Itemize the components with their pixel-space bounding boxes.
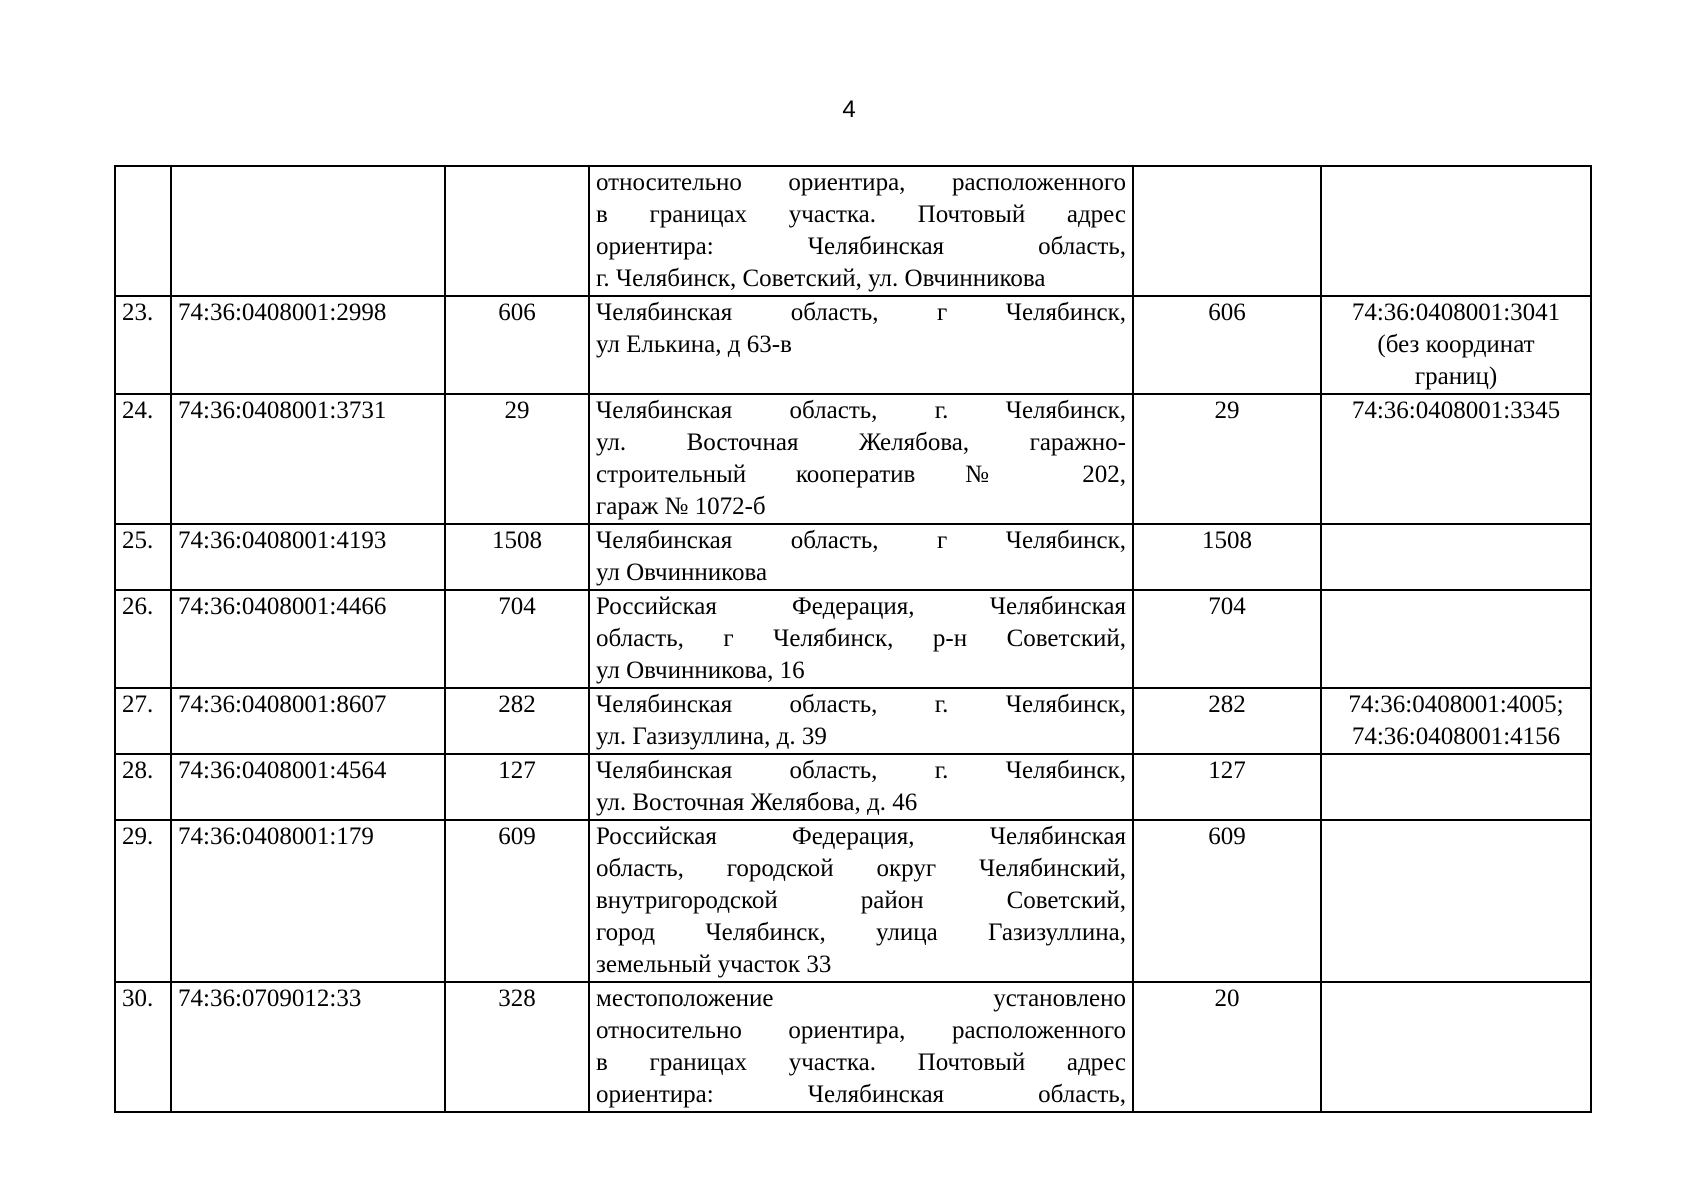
cadastral-number-cell: 74:36:0408001:179 [171, 820, 445, 982]
related-cadastral-line: 74:36:0408001:4156 [1351, 723, 1561, 750]
table-body [115, 166, 1591, 1112]
address-line: строительный кооператив № 202, [596, 461, 1126, 488]
row-number-cell: 24. [115, 394, 171, 524]
area-2-cell: 609 [1133, 820, 1321, 982]
row-number-cell: 27. [115, 688, 171, 754]
cadastral-number-cell: 74:36:0408001:4466 [171, 590, 445, 688]
row-number-cell: 23. [115, 296, 171, 394]
address-line: ориентира: Челябинская область, [596, 233, 1126, 260]
area-cell [445, 166, 589, 296]
address-line: относительно ориентира, расположенного [596, 1017, 1126, 1044]
address-line: Челябинская область, г. Челябинск, [596, 691, 1126, 718]
address-line: область, г Челябинск, р-н Советский, [596, 625, 1126, 652]
related-cadastral-line: (без координат [1377, 331, 1535, 358]
cadastral-number-cell: 74:36:0408001:4193 [171, 524, 445, 590]
cadastral-number-cell: 74:36:0408001:3731 [171, 394, 445, 524]
table-row [115, 394, 1591, 524]
address-line: Российская Федерация, Челябинская [596, 593, 1126, 620]
address-line: город Челябинск, улица Газизуллина, [596, 919, 1126, 946]
address-line: Челябинская область, г. Челябинск, [596, 757, 1126, 784]
table-row [115, 296, 1591, 394]
address-line: Челябинская область, г. Челябинск, [596, 397, 1126, 424]
address-line: ул Елькина, д 63-в [596, 331, 792, 358]
address-cell [589, 754, 1133, 820]
related-cadastral-cell [1321, 688, 1591, 754]
area-cell: 282 [445, 688, 589, 754]
related-cadastral-line: 74:36:0408001:4005; [1348, 691, 1564, 718]
address-cell [589, 524, 1133, 590]
related-cadastral-cell [1321, 394, 1591, 524]
related-cadastral-line: границ) [1414, 363, 1498, 390]
address-line: г. Челябинск, Советский, ул. Овчинникова [596, 265, 1046, 292]
row-number-cell [115, 166, 171, 296]
address-cell [589, 820, 1133, 982]
land-plots-table [114, 165, 1592, 1113]
address-line: земельный участок 33 [596, 951, 832, 978]
address-line: Челябинская область, г Челябинск, [596, 299, 1126, 326]
area-cell: 606 [445, 296, 589, 394]
address-line: ул Овчинникова [596, 559, 768, 586]
table-row [115, 820, 1591, 982]
area-cell: 29 [445, 394, 589, 524]
address-line: область, городской округ Челябинский, [596, 855, 1126, 882]
address-line: ул. Газизуллина, д. 39 [596, 723, 827, 750]
table-row [115, 754, 1591, 820]
address-line: местоположение установлено [596, 985, 1126, 1012]
address-cell [589, 296, 1133, 394]
address-line: внутригородской район Советский, [596, 887, 1126, 914]
table-row [115, 688, 1591, 754]
cadastral-number-cell: 74:36:0408001:8607 [171, 688, 445, 754]
cadastral-number-cell: 74:36:0709012:33 [171, 982, 445, 1112]
related-cadastral-cell [1321, 166, 1591, 296]
address-cell [589, 394, 1133, 524]
address-line: ул. Восточная Желябова, гаражно- [596, 429, 1126, 456]
row-number-cell: 29. [115, 820, 171, 982]
address-line: Российская Федерация, Челябинская [596, 823, 1126, 850]
table-row [115, 982, 1591, 1112]
row-number-cell: 25. [115, 524, 171, 590]
related-cadastral-cell [1321, 820, 1591, 982]
page-number: 4 [842, 96, 856, 123]
cadastral-number-cell: 74:36:0408001:4564 [171, 754, 445, 820]
area-2-cell: 20 [1133, 982, 1321, 1112]
area-2-cell: 704 [1133, 590, 1321, 688]
address-line: относительно ориентира, расположенного [596, 169, 1126, 196]
related-cadastral-cell [1321, 524, 1591, 590]
area-2-cell [1133, 166, 1321, 296]
address-line: гараж № 1072-б [596, 493, 766, 520]
address-line: Челябинская область, г Челябинск, [596, 527, 1126, 554]
address-line: в границах участка. Почтовый адрес [596, 201, 1126, 228]
area-cell: 127 [445, 754, 589, 820]
area-2-cell: 606 [1133, 296, 1321, 394]
related-cadastral-cell [1321, 982, 1591, 1112]
address-cell [589, 166, 1133, 296]
row-number-cell: 26. [115, 590, 171, 688]
area-2-cell: 282 [1133, 688, 1321, 754]
table-row [115, 166, 1591, 296]
area-2-cell: 1508 [1133, 524, 1321, 590]
area-cell: 1508 [445, 524, 589, 590]
table-row [115, 590, 1591, 688]
cadastral-number-cell [171, 166, 445, 296]
address-line: ул. Восточная Желябова, д. 46 [596, 789, 918, 816]
address-line: ул Овчинникова, 16 [596, 657, 805, 684]
related-cadastral-cell [1321, 590, 1591, 688]
address-cell [589, 590, 1133, 688]
row-number-cell: 28. [115, 754, 171, 820]
address-cell [589, 688, 1133, 754]
area-cell: 704 [445, 590, 589, 688]
area-2-cell: 29 [1133, 394, 1321, 524]
related-cadastral-cell [1321, 296, 1591, 394]
address-line: ориентира: Челябинская область, [596, 1081, 1126, 1108]
related-cadastral-cell [1321, 754, 1591, 820]
row-number-cell: 30. [115, 982, 171, 1112]
cadastral-number-cell: 74:36:0408001:2998 [171, 296, 445, 394]
area-cell: 609 [445, 820, 589, 982]
related-cadastral-line: 74:36:0408001:3041 [1351, 299, 1561, 326]
area-2-cell: 127 [1133, 754, 1321, 820]
address-cell [589, 982, 1133, 1112]
area-cell: 328 [445, 982, 589, 1112]
table-row [115, 524, 1591, 590]
address-line: в границах участка. Почтовый адрес [596, 1049, 1126, 1076]
related-cadastral-line: 74:36:0408001:3345 [1351, 397, 1561, 424]
